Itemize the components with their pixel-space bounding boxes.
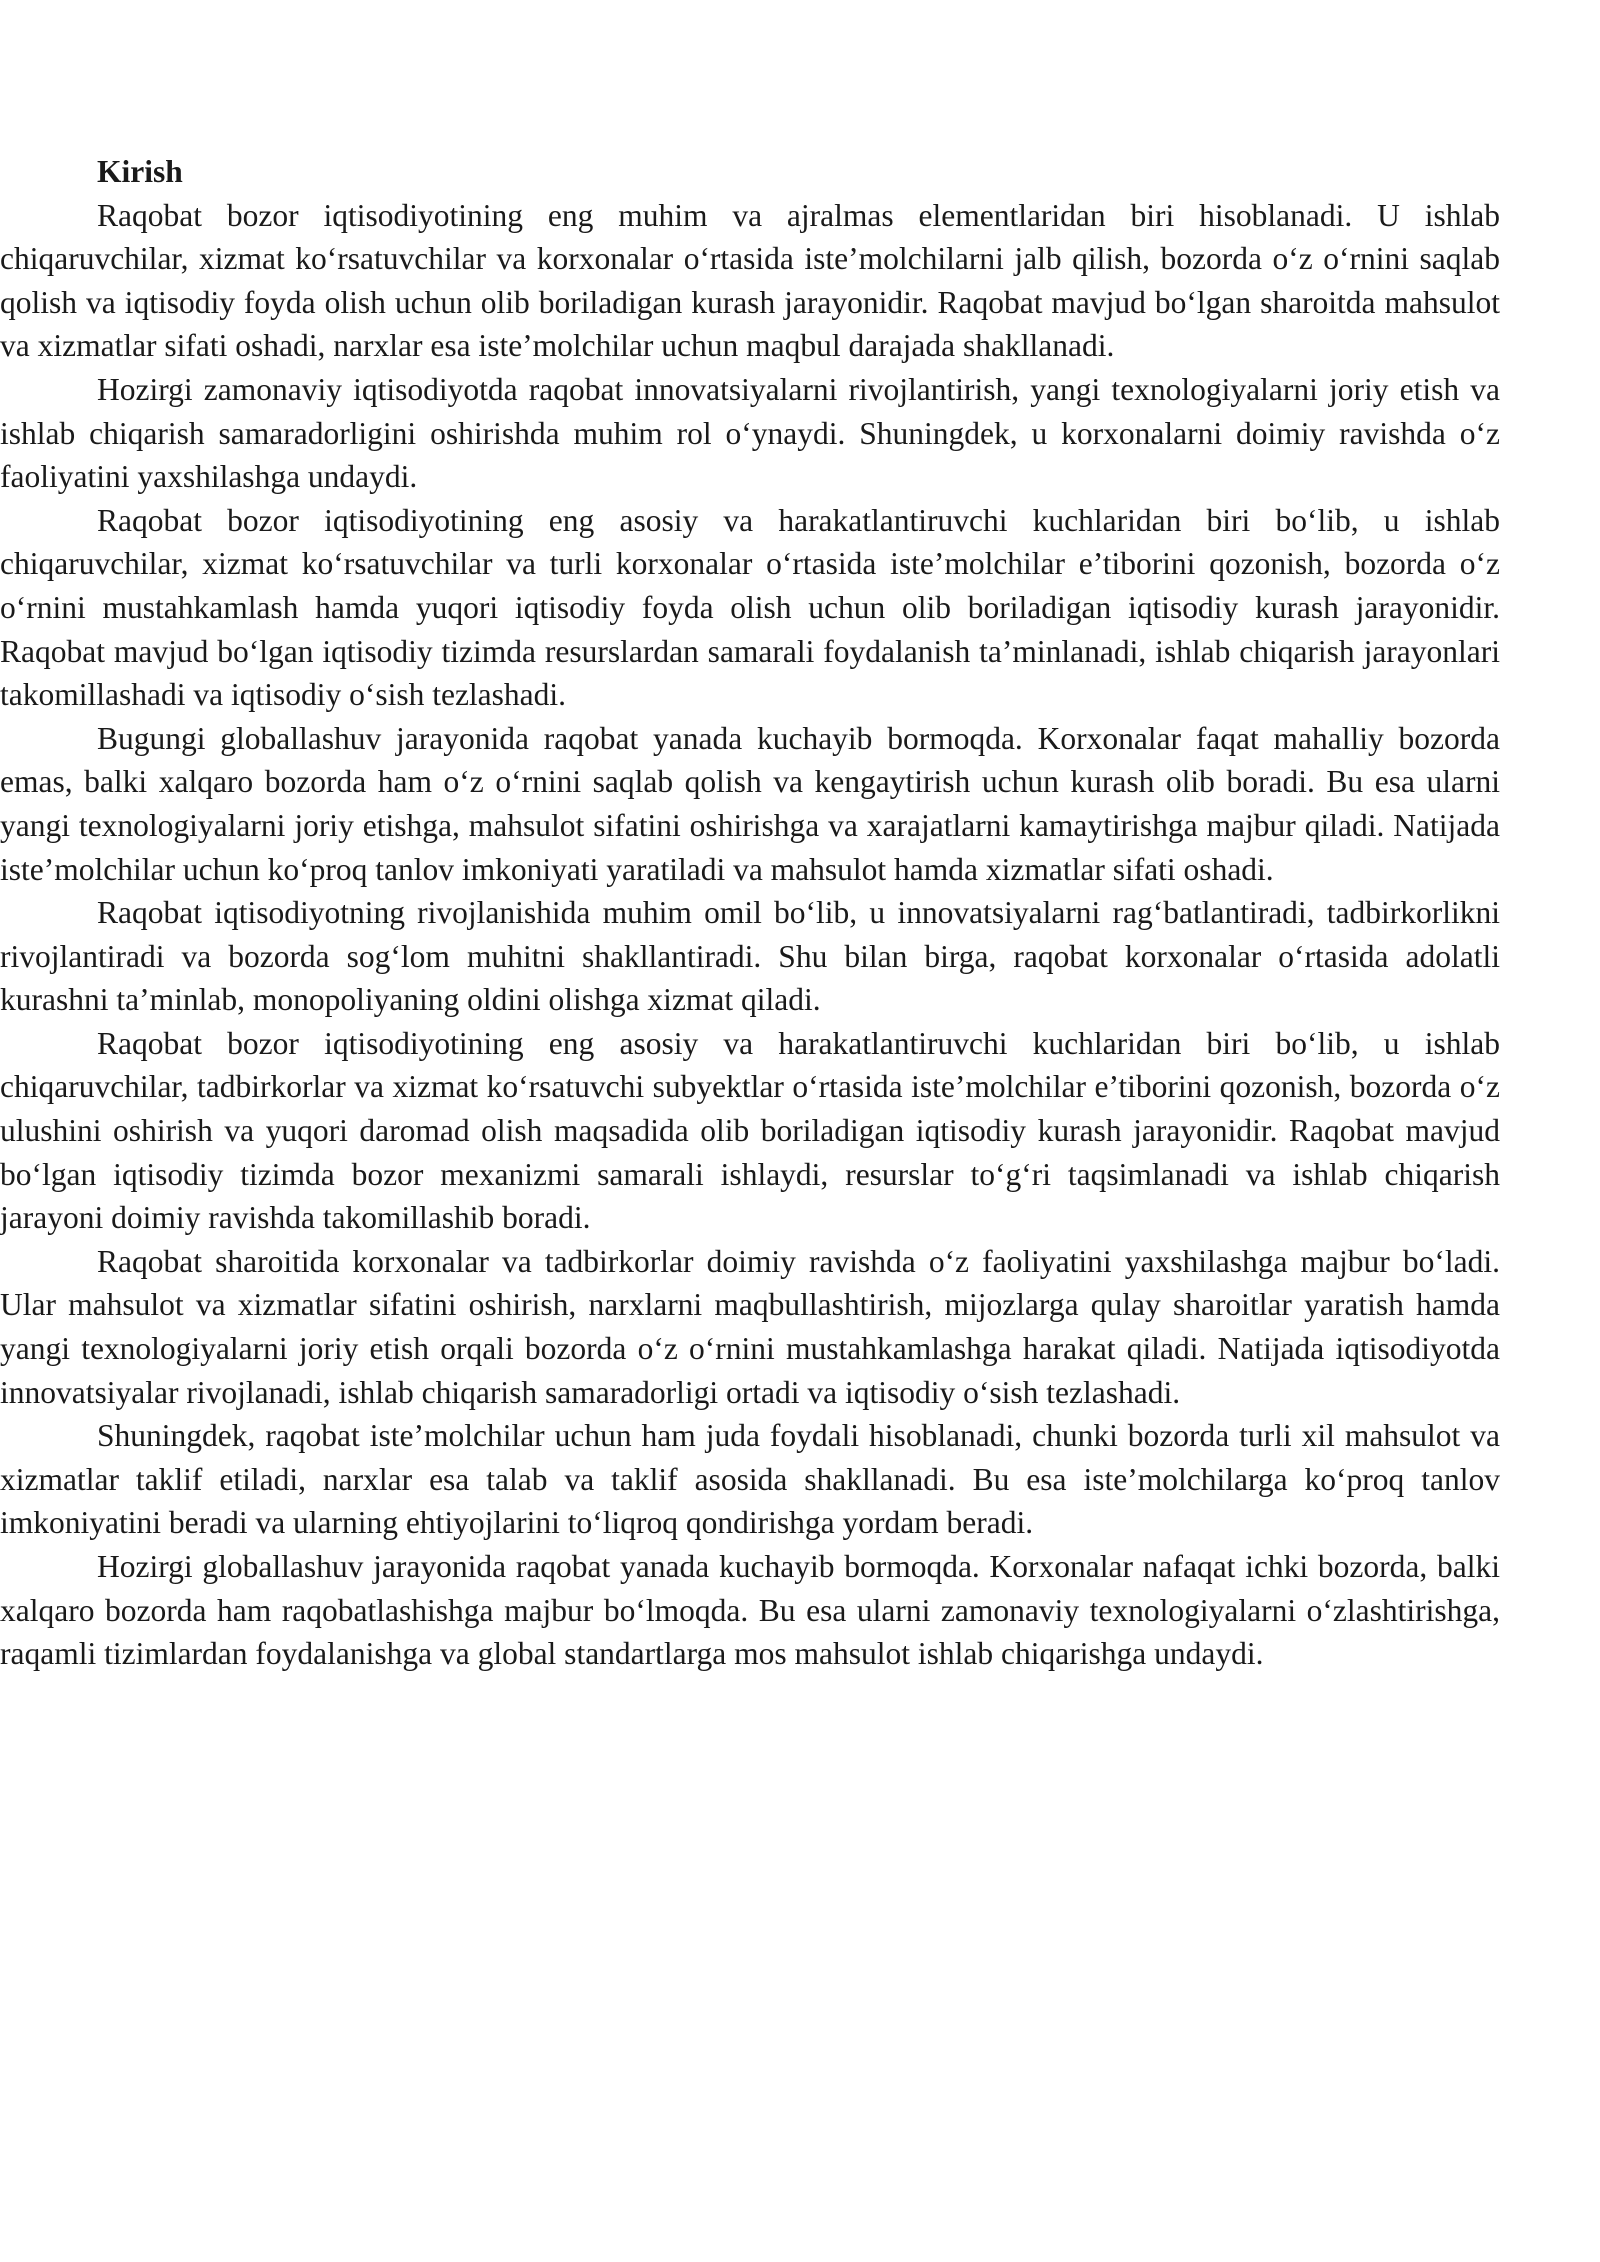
paragraph-2: Hozirgi zamonaviy iqtisodiyotda raqobat innovatsiyalarni rivojlantirish, yangi texnologiyalarni joriy etish va ishlab chiqarish samaradorligini oshirishda muhim rol o‘ynaydi. Shuningdek, u korxonalarni doimiy ravishda o‘z faoliyatini yaxshilashga undaydi. bbox=[0, 371, 1500, 495]
paragraph-5: Raqobat iqtisodiyotning rivojlanishida muhim omil bo‘lib, u innovatsiyalarni rag‘batlantiradi, tadbirkorlikni rivojlantiradi va bozorda sog‘lom muhitni shakllantiradi. Shu bilan birga, raqobat korxonalar o‘rtasida adolatli kurashni ta’minlab, monopoliyaning oldini olishga xizmat qiladi. bbox=[0, 895, 1500, 1018]
paragraph-8: Shuningdek, raqobat iste’molchilar uchun ham juda foydali hisoblanadi, chunki bozorda turli xil mahsulot va xizmatlar taklif etiladi, narxlar esa talab va taklif asosida shakllanadi. Bu esa iste’molchilarga ko‘proq tanlov imkoniyatini beradi va ularning ehtiyojlarini to‘liqroq qondirishga yordam beradi. bbox=[0, 1418, 1500, 1541]
paragraph-1: Raqobat bozor iqtisodiyotining eng muhim va ajralmas elementlaridan biri hisoblanadi. U ishlab chiqaruvchilar, xizmat ko‘rsatuvchilar va korxonalar o‘rtasida iste’molchilarni jalb qilish, bozorda o‘z o‘rnini saqlab qolish va iqtisodiy foyda olish uchun olib boriladigan kurash jarayonidir. Raqobat mavjud bo‘lgan sharoitda mahsulot va xizmatlar sifati oshadi, narxlar esa iste’molchilar uchun maqbul darajada shakllanadi. bbox=[0, 197, 1500, 364]
section-heading: Kirish bbox=[97, 154, 183, 189]
paragraph-6: Raqobat bozor iqtisodiyotining eng asosiy va harakatlantiruvchi kuchlaridan biri bo‘lib, u ishlab chiqaruvchilar, tadbirkorlar va xizmat ko‘rsatuvchi subyektlar o‘rtasida iste’molchilar e’tiborini qozonish, bozorda o‘z ulushini oshirish va yuqori daromad olish maqsadida olib boriladigan iqtisodiy kurash jarayonidir. Raqobat mavjud bo‘lgan iqtisodiy tizimda bozor mexanizmi samarali ishlaydi, resurslar to‘g‘ri taqsimlanadi va ishlab chiqarish jarayoni doimiy ravishda takomillashib boradi. bbox=[0, 1025, 1500, 1236]
paragraph-7: Raqobat sharoitida korxonalar va tadbirkorlar doimiy ravishda o‘z faoliyatini yaxshilashga majbur bo‘ladi. Ular mahsulot va xizmatlar sifatini oshirish, narxlarni maqbullashtirish, mijozlarga qulay sharoitlar yaratish hamda yangi texnologiyalarni joriy etish orqali bozorda o‘z o‘rnini mustahkamlashga harakat qiladi. Natijada iqtisodiyotda innovatsiyalar rivojlanadi, ishlab chiqarish samaradorligi ortadi va iqtisodiy o‘sish tezlashadi. bbox=[0, 1243, 1500, 1410]
paragraph-3: Raqobat bozor iqtisodiyotining eng asosiy va harakatlantiruvchi kuchlaridan biri bo‘lib, u ishlab chiqaruvchilar, xizmat ko‘rsatuvchilar va turli korxonalar o‘rtasida iste’molchilar e’tiborini qozonish, bozorda o‘z o‘rnini mustahkamlash hamda yuqori iqtisodiy foyda olish uchun olib boriladigan iqtisodiy kurash jarayonidir. Raqobat mavjud bo‘lgan iqtisodiy tizimda resurslardan samarali foydalanish ta’minlanadi, ishlab chiqarish jarayonlari takomillashadi va iqtisodiy o‘sish tezlashadi. bbox=[0, 502, 1500, 713]
document-body bbox=[0, 150, 1500, 1676]
paragraph-9: Hozirgi globallashuv jarayonida raqobat yanada kuchayib bormoqda. Korxonalar nafaqat ichki bozorda, balki xalqaro bozorda ham raqobatlashishga majbur bo‘lmoqda. Bu esa ularni zamonaviy texnologiyalarni o‘zlashtirishga, raqamli tizimlardan foydalanishga va global standartlarga mos mahsulot ishlab chiqarishga undaydi. bbox=[0, 1549, 1500, 1672]
paragraph-4: Bugungi globallashuv jarayonida raqobat yanada kuchayib bormoqda. Korxonalar faqat mahalliy bozorda emas, balki xalqaro bozorda ham o‘z o‘rnini saqlab qolish va kengaytirish uchun kurash olib boradi. Bu esa ularni yangi texnologiyalarni joriy etishga, mahsulot sifatini oshirishga va xarajatlarni kamaytirishga majbur qiladi. Natijada iste’molchilar uchun ko‘proq tanlov imkoniyati yaratiladi va mahsulot hamda xizmatlar sifati oshadi. bbox=[0, 720, 1500, 887]
